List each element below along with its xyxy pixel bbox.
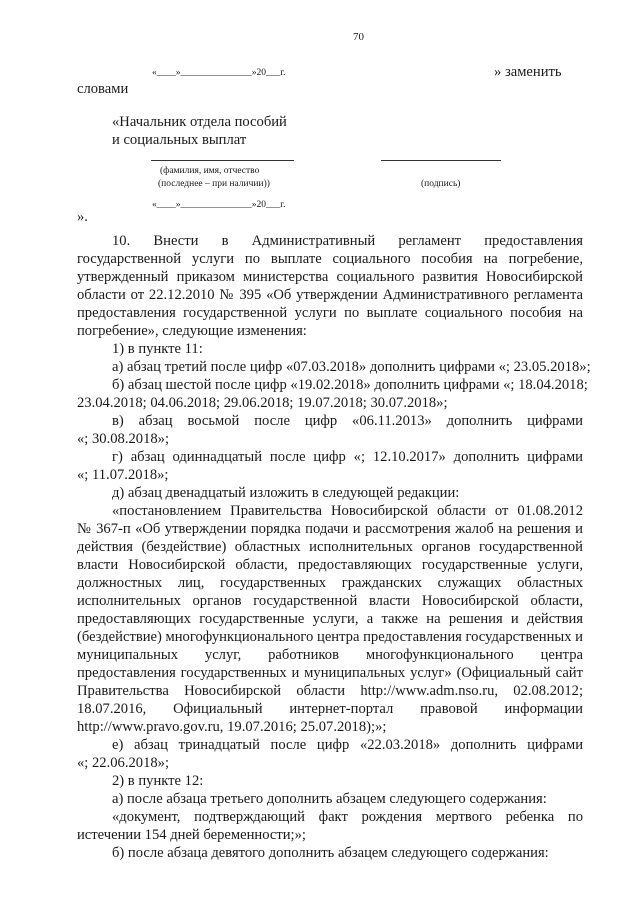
text-line: должностных лиц, государственных гражданских служащих областных	[77, 575, 583, 591]
text-line: в) абзац восьмой после цифр «06.11.2013» дополнить цифрами	[112, 413, 583, 429]
text-line: «; 22.06.2018»;	[77, 755, 170, 771]
text-line: «постановлением Правительства Новосибирской области от 01.08.2012	[112, 503, 583, 519]
text-line: предоставляющих государственные услуги, а также на решения и действия	[77, 611, 583, 627]
text-line: http://www.pravo.gov.ru, 19.07.2016; 25.07.2018);»;	[77, 719, 387, 735]
signature-caption: (подпись)	[421, 179, 461, 189]
date-line-bottom: «____»_______________»20___г.	[152, 200, 286, 210]
text-line: Правительства Новосибирской области http://www.adm.nso.ru, 02.08.2012;	[77, 683, 583, 699]
text-line: д) абзац двенадцатый изложить в следующей редакции:	[112, 485, 460, 501]
text-line: исполнительных органов государственной власти Новосибирской области,	[77, 593, 583, 609]
text-line: власти Новосибирской области, предоставляющих государственные услуги,	[77, 557, 583, 573]
text-line: г) абзац одиннадцатый после цифр «; 12.10.2017» дополнить цифрами	[112, 449, 583, 465]
signature-underline	[381, 160, 501, 161]
text-line: муниципальных услуг, работников многофункционального центра	[77, 647, 583, 663]
name-underline	[151, 160, 294, 161]
text-line: 23.04.2018; 04.06.2018; 29.06.2018; 19.07.2018; 30.07.2018»;	[77, 395, 448, 411]
text-line: а) абзац третий после цифр «07.03.2018» дополнить цифрами «; 23.05.2018»;	[112, 359, 591, 375]
text-line: а) после абзаца третьего дополнить абзацем следующего содержания:	[112, 791, 547, 807]
text-line: № 367-п «Об утверждении порядка подачи и рассмотрения жалоб на решения и	[77, 521, 583, 537]
text-line: области от 22.12.2010 № 395 «Об утверждении Административного регламента	[77, 287, 583, 303]
name-caption-1: (фамилия, имя, отчество	[160, 166, 260, 176]
text-line: предоставления государственных и муниципальных услуг» (Официальный сайт	[77, 665, 583, 681]
closing-quote: ».	[77, 209, 88, 225]
text-line: 1) в пункте 11:	[112, 341, 203, 357]
text-line: государственной услуги по выплате социального пособия на погребение,	[77, 251, 583, 267]
text-line: 10. Внести в Административный регламент предоставления	[112, 233, 583, 249]
text-line: погребение», следующие изменения:	[77, 323, 307, 339]
page-number: 70	[353, 31, 364, 43]
text-line: 2) в пункте 12:	[112, 773, 204, 789]
position-title-line1: «Начальник отдела пособий	[112, 114, 287, 130]
text-line: действия (бездействие) областных исполнительных органов государственной	[77, 539, 583, 555]
text-line: б) после абзаца девятого дополнить абзацем следующего содержания:	[112, 845, 549, 861]
text-line: «; 11.07.2018»;	[77, 467, 169, 483]
text-line: истечении 154 дней беременности;»;	[77, 827, 306, 843]
text-line: е) абзац тринадцатый после цифр «22.03.2018» дополнить цифрами	[112, 737, 583, 753]
date-line-top: «____»_______________»20___г.	[152, 68, 286, 78]
text-line: (бездействие) многофункционального центра предоставления государственных и	[77, 629, 583, 645]
text-line: утвержденный приказом министерства социального развития Новосибирской	[77, 269, 583, 285]
position-title-line2: и социальных выплат	[112, 132, 247, 148]
text-line: «; 30.08.2018»;	[77, 431, 170, 447]
name-caption-2: (последнее – при наличии))	[158, 179, 270, 189]
text-line: предоставления государственной услуги по выплате социального пособия на	[77, 305, 583, 321]
replace-text: » заменить	[494, 64, 562, 80]
text-line: «документ, подтверждающий факт рождения мертвого ребенка по	[112, 809, 583, 825]
text-line: 18.07.2016, Официальный интернет-портал правовой информации	[77, 701, 583, 717]
text-line: б) абзац шестой после цифр «19.02.2018» дополнить цифрами «; 18.04.2018;	[112, 377, 588, 393]
words-label: словами	[77, 81, 129, 97]
